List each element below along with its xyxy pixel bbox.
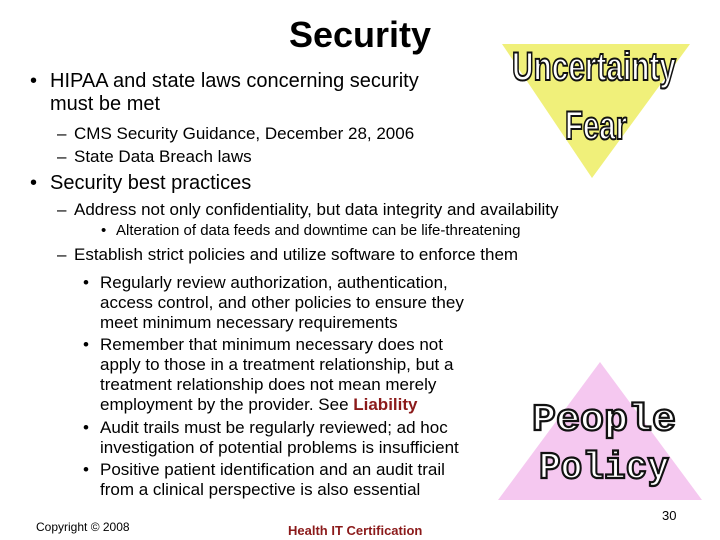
sub-bullet-strict-policies: – Establish strict policies and utilize software to enforce them [74, 245, 518, 264]
people-policy-triangle [496, 360, 704, 502]
people-word: People [532, 399, 676, 442]
footer-title: Health IT Certification [288, 523, 423, 538]
point-audit-line1: • Audit trails must be regularly reviewed; ad hoc [100, 418, 448, 439]
sub-bullet-breach-laws: – State Data Breach laws [74, 147, 252, 166]
point-minimum-line1: • Remember that minimum necessary does not [100, 335, 443, 356]
point-review-line2: access control, and other policies to ensure they [100, 293, 464, 312]
point-identification-line1: • Positive patient identification and an audit trail [100, 460, 445, 481]
bullet-hipaa-line2: must be met [50, 93, 161, 115]
liability-link[interactable]: Liability [353, 395, 418, 414]
point-minimum-line3: treatment relationship does not mean merely [100, 375, 437, 394]
point-minimum-line4-text: employment by the provider. See [100, 395, 354, 414]
point-audit-line2: investigation of potential problems is insufficient [100, 438, 459, 457]
point-minimum-line4 [100, 395, 417, 416]
fear-word: Fear [565, 104, 627, 148]
point-review-line1: • Regularly review authorization, authentication, [100, 273, 448, 294]
policy-word: Policy [539, 447, 670, 490]
sub-bullet-cms-guidance: – CMS Security Guidance, December 28, 2006 [74, 124, 414, 143]
uncertainty-word: Uncertainty [512, 45, 677, 89]
slide-title: Security [288, 14, 432, 55]
copyright-notice: Copyright © 2008 [36, 520, 130, 534]
detail-bullet-alteration: • Alteration of data feeds and downtime can be life-threatening [116, 222, 520, 239]
point-minimum-line2: apply to those in a treatment relationship, but a [100, 355, 454, 374]
bullet-hipaa-line1: • HIPAA and state laws concerning security [50, 70, 419, 92]
sub-bullet-integrity: – Address not only confidentiality, but data integrity and availability [74, 200, 558, 219]
bullet-best-practices: • Security best practices [50, 172, 251, 194]
page-number: 30 [662, 508, 677, 523]
point-review-line3: meet minimum necessary requirements [100, 313, 398, 332]
point-identification-line2: from a clinical perspective is also essential [100, 480, 421, 499]
uncertainty-fear-triangle [498, 40, 694, 180]
